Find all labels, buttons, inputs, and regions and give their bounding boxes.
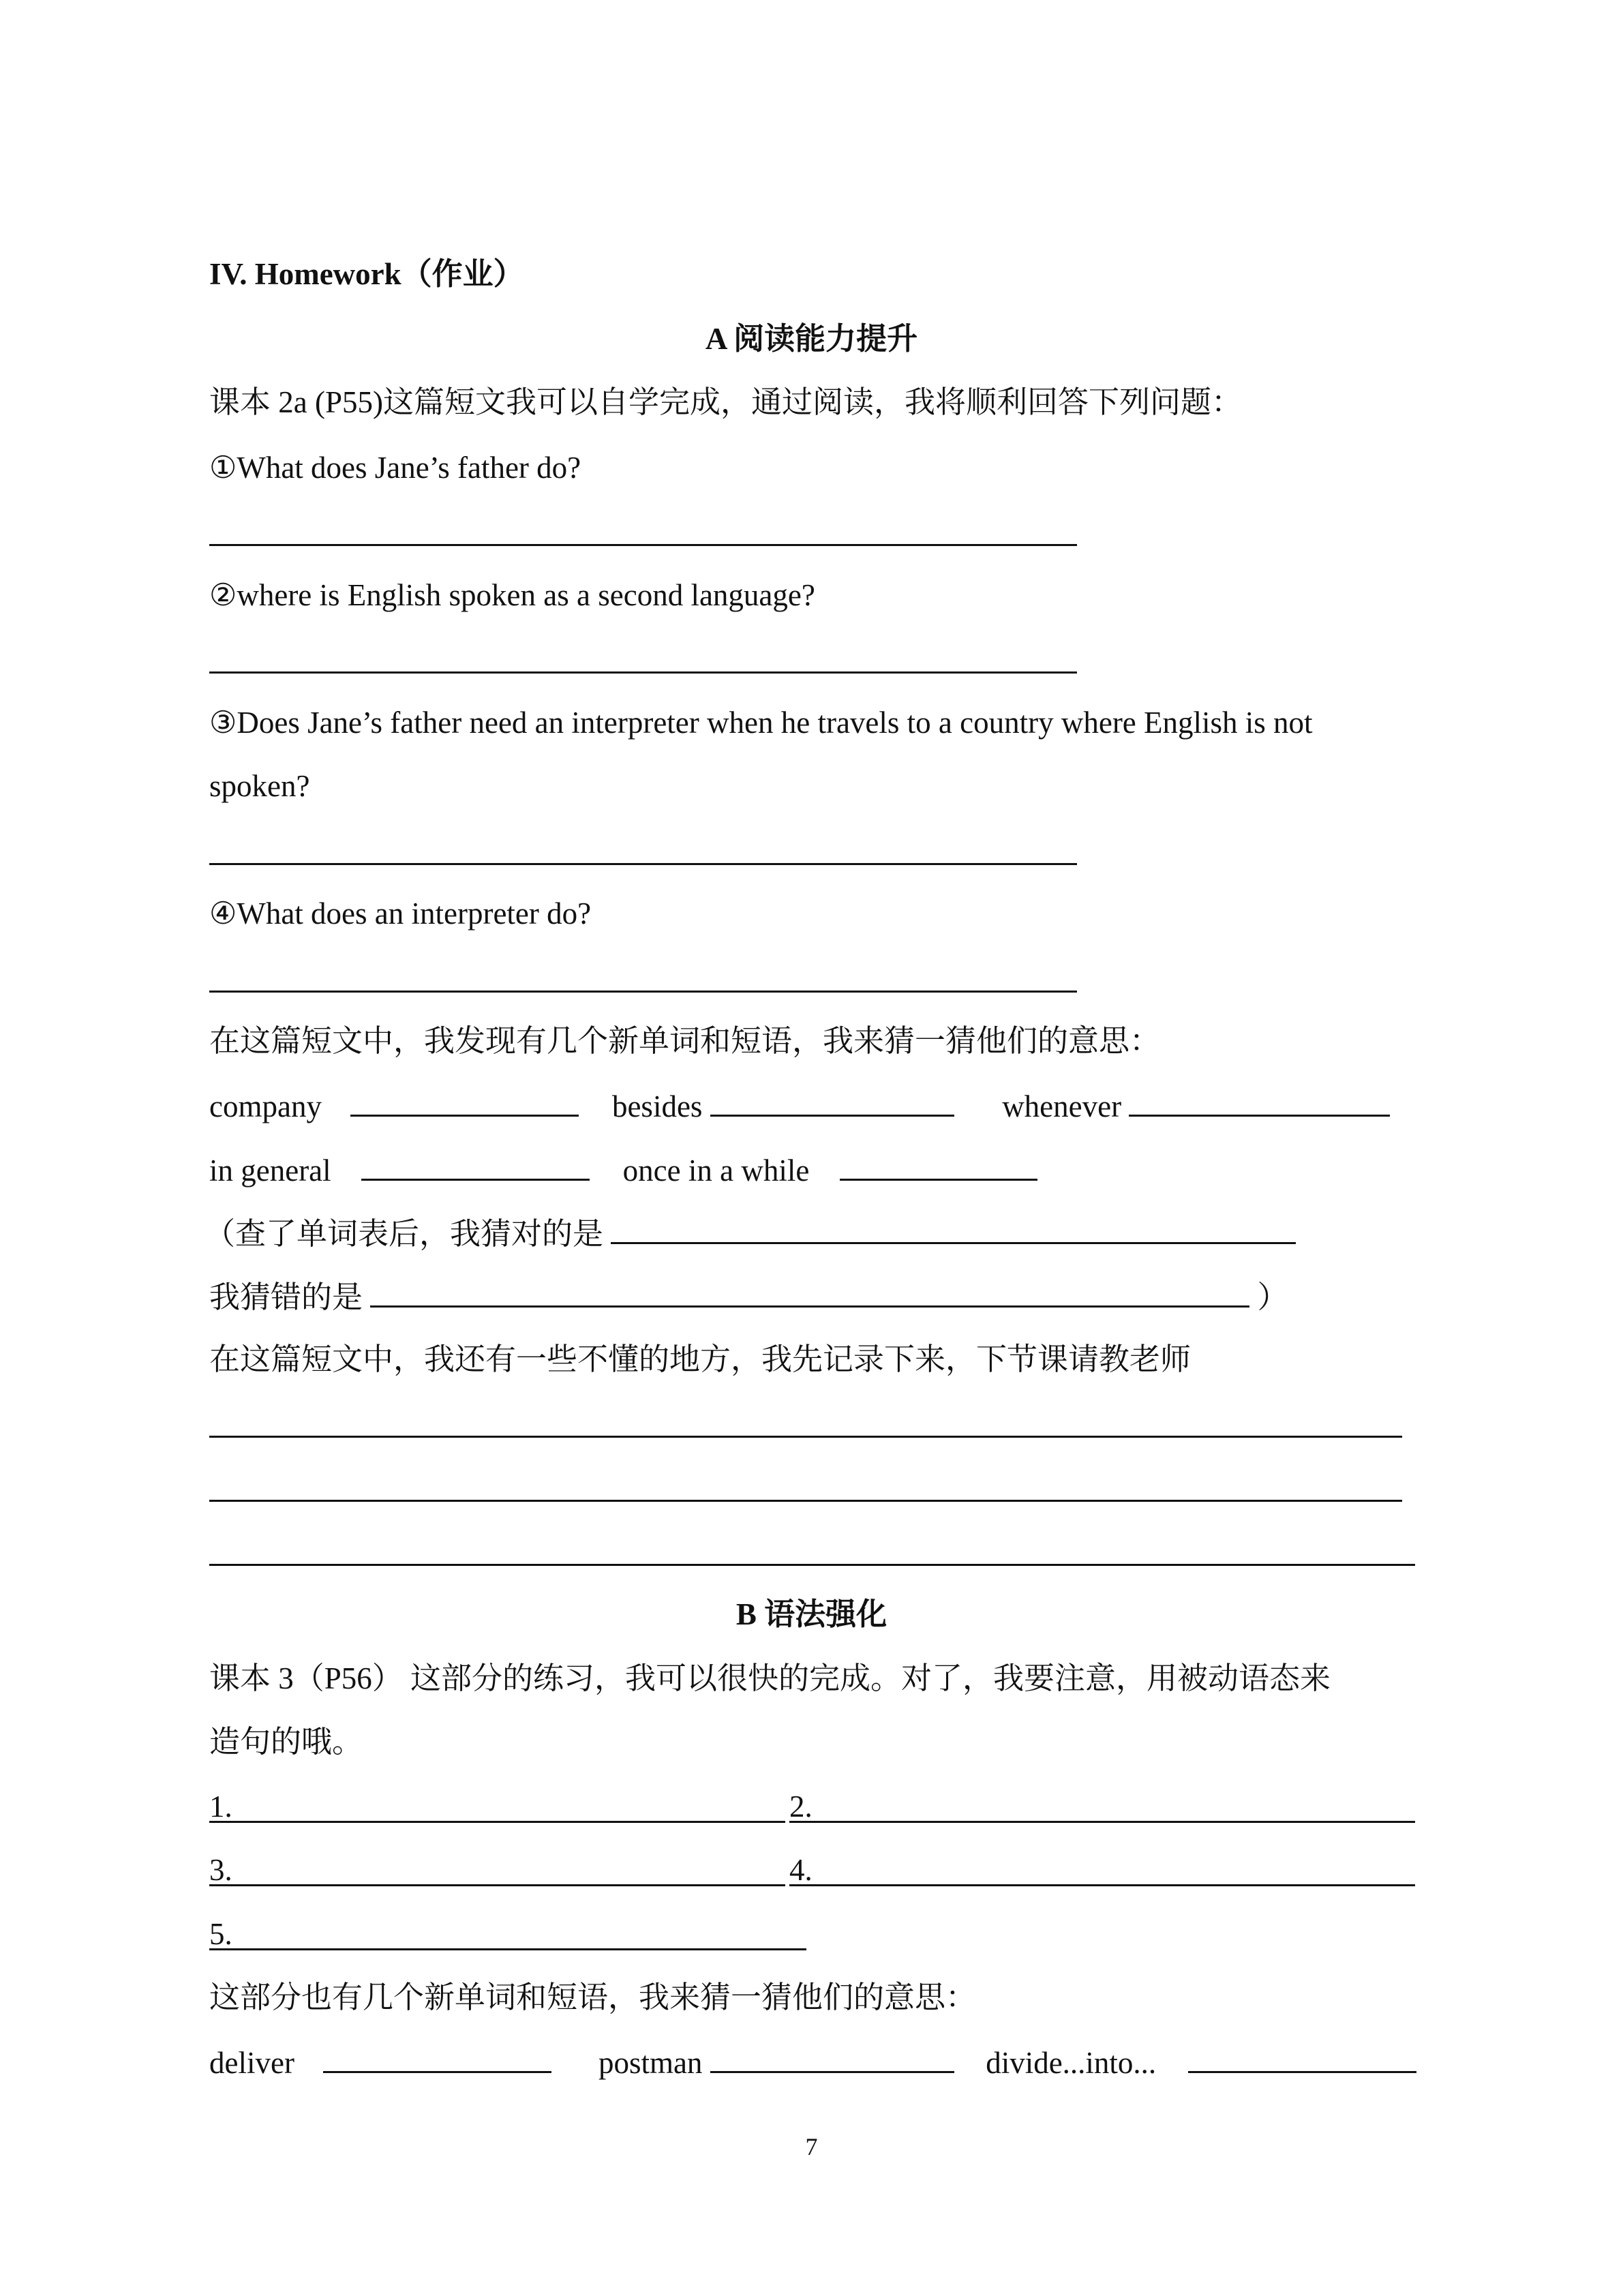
answer-line-4[interactable]	[209, 991, 1077, 993]
check-close-paren: ）	[1257, 1280, 1288, 1314]
vocab-word-company: company	[209, 1089, 322, 1123]
vocab-blank-postman[interactable]	[710, 2041, 954, 2073]
notes-line-3[interactable]	[209, 1564, 1415, 1566]
vocab-word-in-general: in general	[209, 1153, 331, 1188]
sentence-number-1: 1.	[209, 1789, 232, 1824]
question-3: ③Does Jane’s father need an interpreter when he travels to a country where English is not	[209, 706, 1313, 740]
check-wrong-blank[interactable]	[370, 1275, 1249, 1308]
check-right-blank[interactable]	[611, 1212, 1296, 1244]
part-a-heading: A 阅读能力提升	[705, 322, 918, 356]
notes-intro: 在这篇短文中，我还有一些不懂的地方，我先记录下来，下节课请教老师	[209, 1342, 1192, 1376]
answer-line-2[interactable]	[209, 671, 1077, 674]
check-wrong-label: 我猜错的是	[209, 1280, 363, 1314]
part-b-intro-line-2: 造句的哦。	[209, 1725, 363, 1759]
sentence-number-4: 4.	[789, 1853, 813, 1887]
sentence-line-4[interactable]	[789, 1884, 1415, 1886]
question-1: ①What does Jane’s father do?	[209, 451, 581, 485]
sentence-line-5[interactable]	[209, 1948, 806, 1950]
vocab-blank-company[interactable]	[350, 1085, 579, 1117]
vocab-blank-deliver[interactable]	[323, 2041, 551, 2073]
vocab-blank-divide-into[interactable]	[1188, 2041, 1416, 2073]
vocab-word-postman: postman	[598, 2046, 703, 2080]
section-title: IV. Homework（作业）	[209, 257, 524, 291]
sentence-number-2: 2.	[789, 1789, 813, 1824]
check-right-label: （查了单词表后，我猜对的是	[204, 1217, 604, 1251]
check-right-row	[204, 1212, 1296, 1254]
part-a-intro: 课本 2a (P55)这篇短文我可以自学完成，通过阅读，我将顺利回答下列问题：	[209, 385, 1242, 419]
vocab-word-once-in-a-while: once in a while	[622, 1153, 810, 1188]
vocab-word-deliver: deliver	[209, 2046, 294, 2080]
part-b-intro-line-1: 课本 3（P56） 这部分的练习，我可以很快的完成。对了，我要注意，用被动语态来	[209, 1661, 1331, 1695]
question-2: ②where is English spoken as a second language?	[209, 578, 815, 612]
sentence-number-3: 3.	[209, 1853, 232, 1887]
vocab-blank-in-general[interactable]	[361, 1149, 590, 1181]
notes-line-2[interactable]	[209, 1500, 1402, 1502]
sentence-line-3[interactable]	[209, 1884, 785, 1886]
vocab-word-divide-into: divide...into...	[986, 2046, 1157, 2080]
vocab-blank-besides[interactable]	[710, 1085, 954, 1117]
sentence-line-1[interactable]	[209, 1821, 785, 1823]
page-number: 7	[805, 2133, 818, 2160]
answer-line-1[interactable]	[209, 544, 1077, 546]
sentence-number-5: 5.	[209, 1917, 232, 1951]
vocab-row-2	[209, 1149, 1037, 1191]
question-4: ④What does an interpreter do?	[209, 896, 592, 931]
notes-line-1[interactable]	[209, 1436, 1402, 1438]
vocab-blank-once-in-a-while[interactable]	[840, 1149, 1037, 1181]
part-b-heading: B 语法强化	[735, 1597, 888, 1631]
vocab-blank-whenever[interactable]	[1129, 1085, 1390, 1117]
vocab-word-whenever: whenever	[1002, 1089, 1122, 1123]
check-wrong-row	[209, 1275, 1288, 1318]
vocab-intro: 在这篇短文中，我发现有几个新单词和短语，我来猜一猜他们的意思：	[209, 1024, 1161, 1058]
answer-line-3[interactable]	[209, 863, 1077, 865]
question-3-continuation: spoken?	[209, 769, 310, 803]
vocab-word-besides: besides	[611, 1089, 703, 1123]
sentence-line-2[interactable]	[789, 1821, 1415, 1823]
vocab-row-1	[209, 1085, 1390, 1127]
part-b-vocab-row	[209, 2041, 1416, 2083]
part-b-vocab-intro: 这部分也有几个新单词和短语，我来猜一猜他们的意思：	[209, 1980, 977, 2014]
